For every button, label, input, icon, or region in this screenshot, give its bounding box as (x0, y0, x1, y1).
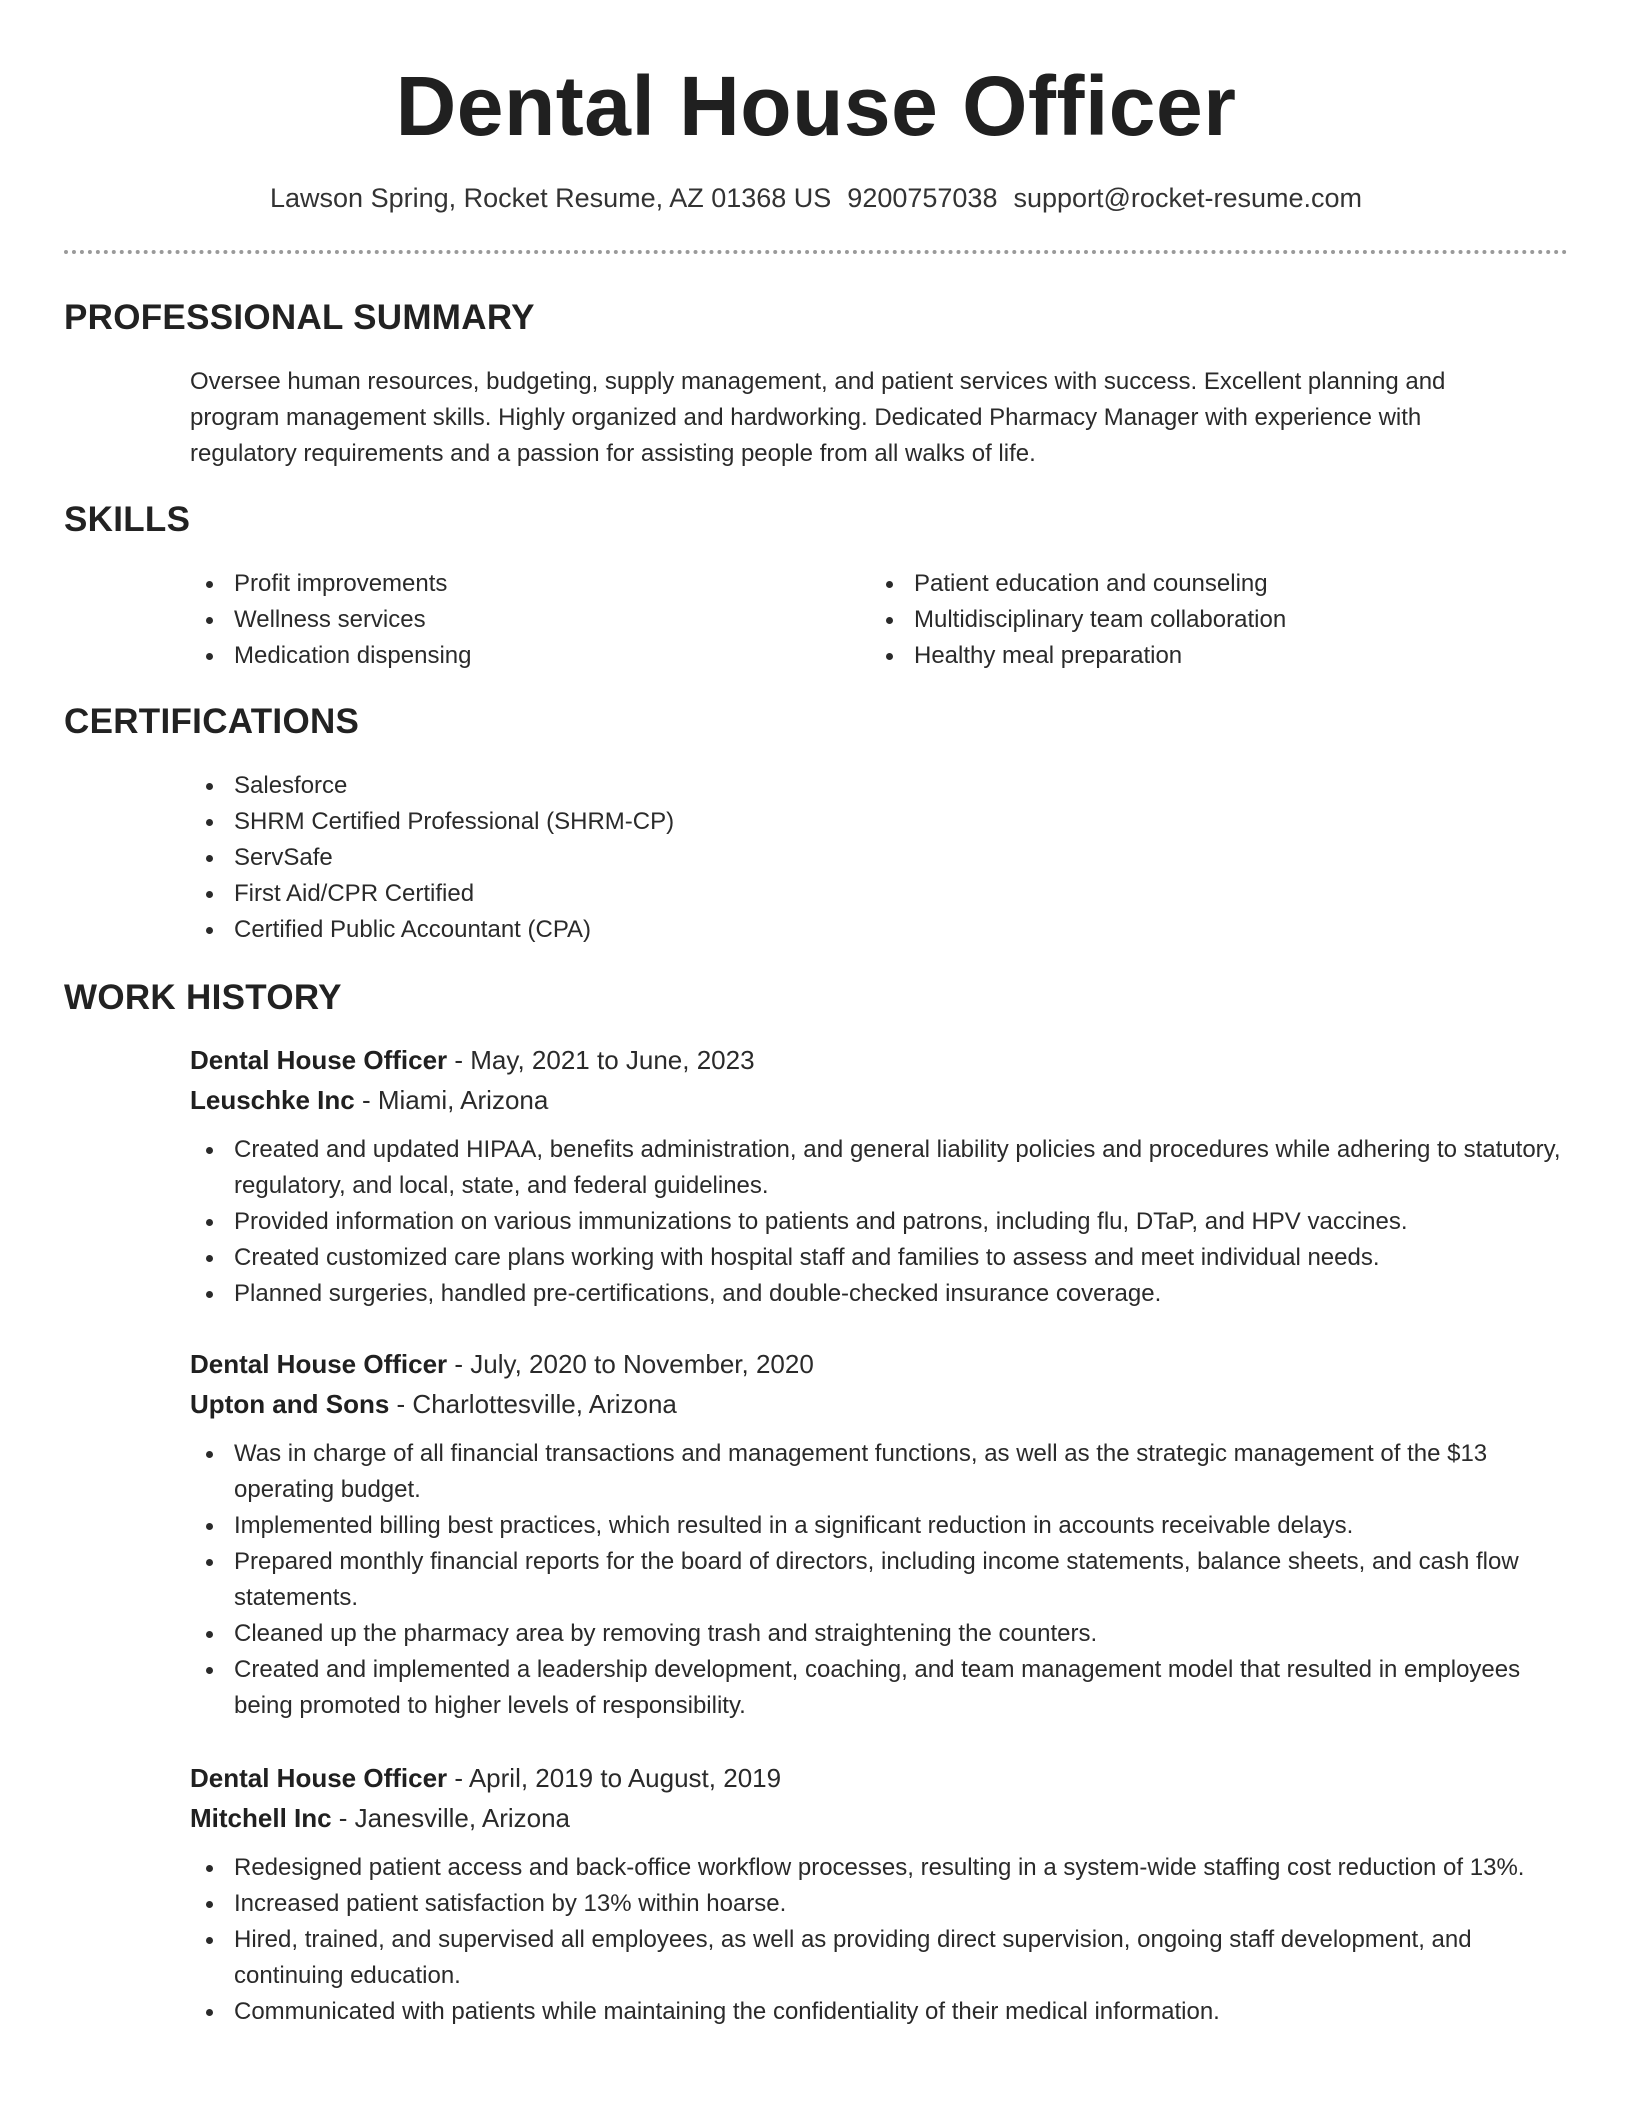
skills-list-left (190, 566, 830, 674)
job-bullets (190, 1436, 1570, 1724)
job-bullet: Increased patient satisfaction by 13% within hoarse. (190, 1886, 1570, 1922)
certification-item: First Aid/CPR Certified (190, 876, 1090, 912)
section-title-summary: PROFESSIONAL SUMMARY (64, 298, 535, 337)
job-entry (190, 1344, 1570, 1724)
contact-email: support@rocket-resume.com (1013, 183, 1362, 213)
job-bullet: Prepared monthly financial reports for the board of directors, including income statements, balance sheets, and cash flow statements. (190, 1544, 1570, 1616)
summary-text: Oversee human resources, budgeting, supply management, and patient services with success. Excellent planning and program management skills. Highly organized and hardworking. Dedicated Pharmacy Manager with experience with regulatory requirements and a passion for assisting people from all walks of life. (190, 368, 1446, 467)
job-location: - Janesville, Arizona (331, 1803, 571, 1833)
job-role: Dental House Officer (190, 1045, 448, 1075)
skill-item: Medication dispensing (190, 638, 830, 674)
job-dates: - July, 2020 to November, 2020 (447, 1349, 814, 1379)
job-bullet: Redesigned patient access and back-office workflow processes, resulting in a system-wide staffing cost reduction of 13%. (190, 1850, 1570, 1886)
job-bullet: Created and updated HIPAA, benefits administration, and general liability policies and procedures while adhering to statutory, regulatory, and local, state, and federal guidelines. (190, 1132, 1570, 1204)
job-bullets (190, 1132, 1570, 1312)
section-title-skills: SKILLS (64, 500, 191, 539)
contact-phone: 9200757038 (847, 183, 998, 213)
job-bullet: Communicated with patients while maintaining the confidentiality of their medical information. (190, 1994, 1570, 2030)
job-bullet: Implemented billing best practices, which resulted in a significant reduction in accounts receivable delays. (190, 1508, 1570, 1544)
contact-line (64, 180, 1568, 216)
job-bullet: Provided information on various immunizations to patients and patrons, including flu, DTaP, and HPV vaccines. (190, 1204, 1570, 1240)
job-company-line (190, 1384, 1570, 1424)
job-company: Mitchell Inc (190, 1803, 332, 1833)
job-company: Upton and Sons (190, 1389, 390, 1419)
job-company-line (190, 1798, 1570, 1838)
job-bullet: Created customized care plans working with hospital staff and families to assess and meet individual needs. (190, 1240, 1570, 1276)
job-bullet: Cleaned up the pharmacy area by removing trash and straightening the counters. (190, 1616, 1570, 1652)
contact-address: Lawson Spring, Rocket Resume, AZ 01368 US (270, 183, 832, 213)
certification-item: SHRM Certified Professional (SHRM-CP) (190, 804, 1090, 840)
job-title-line (190, 1040, 1570, 1080)
job-bullet: Was in charge of all financial transactions and management functions, as well as the strategic management of the $13 operating budget. (190, 1436, 1570, 1508)
job-dates: - May, 2021 to June, 2023 (447, 1045, 755, 1075)
header-divider (64, 250, 1568, 254)
job-role: Dental House Officer (190, 1763, 448, 1793)
job-company-line (190, 1080, 1570, 1120)
skills-list-right (870, 566, 1510, 674)
certification-item: Salesforce (190, 768, 1090, 804)
certification-item: Certified Public Accountant (CPA) (190, 912, 1090, 948)
certifications-list (190, 768, 1090, 948)
job-location: - Miami, Arizona (354, 1085, 549, 1115)
certification-item: ServSafe (190, 840, 1090, 876)
section-title-certifications: CERTIFICATIONS (64, 702, 360, 741)
job-title-line (190, 1344, 1570, 1384)
job-bullet: Created and implemented a leadership development, coaching, and team management model that resulted in employees being promoted to higher levels of responsibility. (190, 1652, 1570, 1724)
resume-name-heading: Dental House Officer (395, 59, 1237, 153)
job-entry (190, 1758, 1570, 2030)
job-title-line (190, 1758, 1570, 1798)
section-title-work-history: WORK HISTORY (64, 978, 342, 1017)
job-dates: - April, 2019 to August, 2019 (447, 1763, 782, 1793)
skill-item: Multidisciplinary team collaboration (870, 602, 1510, 638)
job-entry (190, 1040, 1570, 1312)
job-bullet: Planned surgeries, handled pre-certifications, and double-checked insurance coverage. (190, 1276, 1570, 1312)
job-company: Leuschke Inc (190, 1085, 355, 1115)
skill-item: Profit improvements (190, 566, 830, 602)
job-bullet: Hired, trained, and supervised all employees, as well as providing direct supervision, ongoing staff development, and continuing education. (190, 1922, 1570, 1994)
job-bullets (190, 1850, 1570, 2030)
job-location: - Charlottesville, Arizona (389, 1389, 677, 1419)
job-role: Dental House Officer (190, 1349, 448, 1379)
skill-item: Patient education and counseling (870, 566, 1510, 602)
skill-item: Wellness services (190, 602, 830, 638)
skill-item: Healthy meal preparation (870, 638, 1510, 674)
